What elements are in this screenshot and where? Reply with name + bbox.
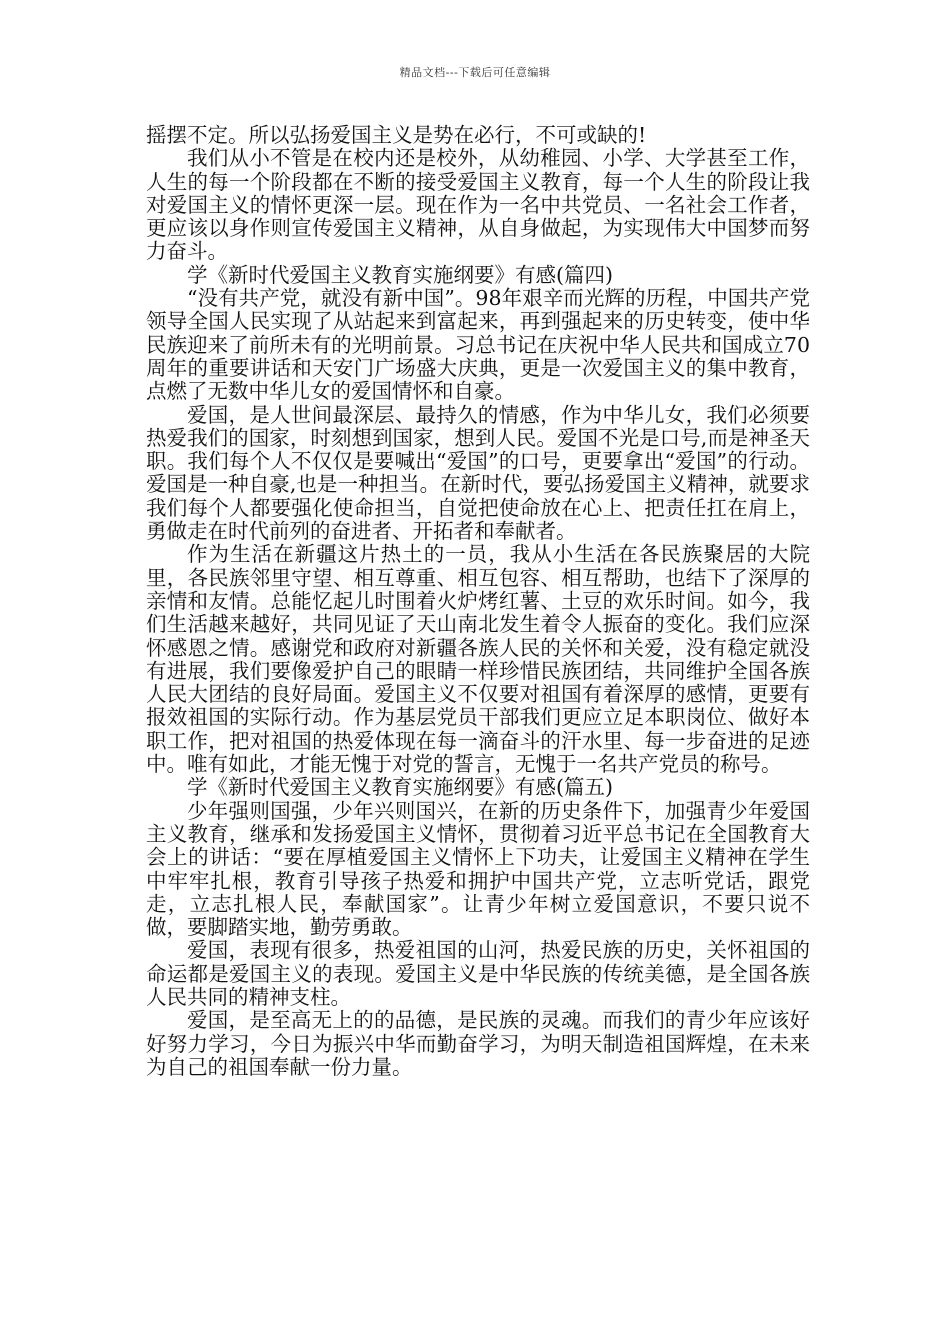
document-body [146, 124, 810, 1079]
page-header: 精品文档---下载后可任意编辑 [399, 66, 551, 79]
section-heading: 学《新时代爱国主义教育实施纲要》有感(篇五) [187, 775, 613, 800]
paragraph: 爱国，是人世间最深层、最持久的情感，作为中华儿女，我们必须要热爱我们的国家，时刻想到国家，想到人民。爱国不光是口号,而是神圣天职。我们每个人不仅仅是要喊出“爱国”的口号，更要拿出“爱国”的行动。爱国是一种自豪,也是一种担当。在新时代，要弘扬爱国主义精神，就要求我们每个人都要强化使命担当，自觉把使命放在心上、把责任扛在肩上，勇做走在时代前列的奋进者、开拓者和奉献者。 [146, 402, 810, 544]
paragraph: 作为生活在新疆这片热土的一员，我从小生活在各民族聚居的大院里，各民族邻里守望、相互尊重、相互包容、相互帮助，也结下了深厚的亲情和友情。总能忆起儿时围着火炉烤红薯、土豆的欢乐时间。如今，我们生活越来越好，共同见证了天山南北发生着令人振奋的变化。我们应深怀感恩之情。感谢党和政府对新疆各族人民的关怀和关爱，没有稳定就没有进展，我们要像爱护自己的眼睛一样珍惜民族团结，共同维护全国各族人民大团结的良好局面。爱国主义不仅要对祖国有着深厚的感情，更要有报效祖国的实际行动。作为基层党员干部我们更应立足本职岗位、做好本职工作，把对祖国的热爱体现在每一滴奋斗的汗水里、每一步奋进的足迹中。唯有如此，才能无愧于对党的誓言，无愧于一名共产党员的称号。 [146, 542, 810, 777]
paragraph: “没有共产党，就没有新中国”。98年艰辛而光辉的历程，中国共产党领导全国人民实现了从站起来到富起来，再到强起来的历史转变，使中华民族迎来了前所未有的光明前景。习总书记在庆祝中华人民共和国成立70周年的重要讲话和天安门广场盛大庆典，更是一次爱国主义的集中教育，点燃了无数中华儿女的爱国情怀和自豪。 [146, 286, 810, 404]
paragraph: 爱国，表现有很多，热爱祖国的山河，热爱民族的历史，关怀祖国的命运都是爱国主义的表现。爱国主义是中华民族的传统美德，是全国各族人民共同的精神支柱。 [146, 938, 810, 1009]
paragraph: 爱国，是至高无上的的品德，是民族的灵魂。而我们的青少年应该好好努力学习，今日为振兴中华而勤奋学习，为明天制造祖国辉煌，在未来为自己的祖国奉献一份力量。 [146, 1008, 810, 1079]
paragraph-continuation: 摇摆不定。所以弘扬爱国主义是势在必行，不可或缺的! [146, 123, 647, 147]
section-heading: 学《新时代爱国主义教育实施纲要》有感(篇四) [187, 262, 613, 287]
paragraph: 我们从小不管是在校内还是校外，从幼稚园、小学、大学甚至工作，人生的每一个阶段都在不断的接受爱国主义教育，每一个人生的阶段让我对爱国主义的情怀更深一层。现在作为一名中共党员、一名社会工作者，更应该以身作则宣传爱国主义精神，从自身做起，为实现伟大中国梦而努力奋斗。 [146, 146, 810, 264]
paragraph: 少年强则国强，少年兴则国兴，在新的历史条件下，加强青少年爱国主义教育，继承和发扬爱国主义情怀，贯彻着习近平总书记在全国教育大会上的讲话：“要在厚植爱国主义情怀上下功夫，让爱国主义精神在学生中牢牢扎根，教育引导孩子热爱和拥护中国共产党，立志听党话，跟党走，立志扎根人民，奉献国家”。让青少年树立爱国意识，不要只说不做，要脚踏实地，勤劳勇敢。 [146, 798, 810, 940]
